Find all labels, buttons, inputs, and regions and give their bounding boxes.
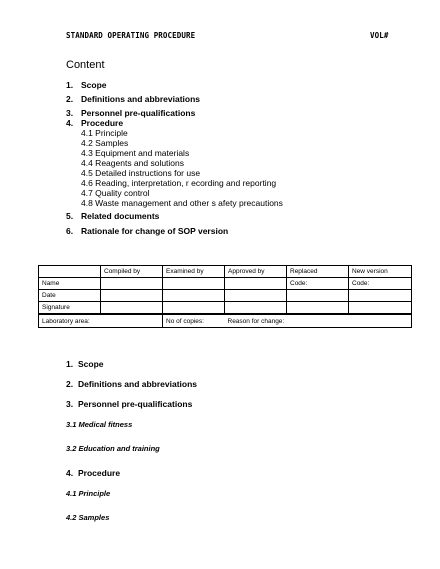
toc-item-number: 2. [66, 94, 74, 104]
toc-item-number: 4. [66, 118, 74, 128]
toc-item [66, 118, 123, 128]
table-row [39, 302, 412, 315]
subsection-heading: 4.1 Principle [66, 489, 111, 498]
toc-subitem: 4.1 Principle [81, 128, 128, 138]
toc-item-number: 3. [66, 108, 74, 118]
reason-for-change-field[interactable]: Reason for change: [225, 314, 412, 328]
section-heading [66, 359, 104, 369]
table-cell[interactable] [101, 278, 163, 290]
table-cell [39, 266, 101, 278]
table-cell[interactable]: Code: [349, 278, 412, 290]
toc-subitem: 4.5 Detailed instructions for use [81, 168, 201, 178]
table-row-label: Signature [39, 302, 101, 315]
section-number: 2. [66, 379, 74, 389]
section-heading [66, 468, 120, 478]
toc-item-number: 5. [66, 211, 74, 221]
toc-item-label: Scope [81, 80, 107, 90]
toc-item-label: Rationale for change of SOP version [81, 226, 229, 236]
table-cell[interactable] [287, 290, 349, 302]
document-header-vol: VOL# [370, 31, 389, 40]
table-header-cell: Approved by [225, 266, 287, 278]
table-row [39, 278, 412, 290]
toc-item-label: Definitions and abbreviations [81, 94, 201, 104]
toc-subitem: 4.8 Waste management and other s afety precautions [81, 198, 283, 208]
table-cell[interactable] [225, 278, 287, 290]
toc-subitem: 4.6 Reading, interpretation, r ecording and reporting [81, 178, 277, 188]
toc-subitem: 4.2 Samples [81, 138, 129, 148]
table-cell[interactable] [163, 302, 225, 315]
section-heading [66, 379, 197, 389]
table-header-cell: New version [349, 266, 412, 278]
table-cell[interactable] [287, 302, 349, 315]
table-header-row [39, 266, 412, 278]
table-cell[interactable] [225, 290, 287, 302]
toc-subitem: 4.7 Quality control [81, 188, 150, 198]
table-cell[interactable] [163, 290, 225, 302]
toc-subitem: 4.3 Equipment and materials [81, 148, 190, 158]
toc-item-number: 1. [66, 80, 74, 90]
laboratory-area-field[interactable]: Laboratory area: [39, 314, 163, 328]
table-row [39, 290, 412, 302]
table-header-cell: Replaced [287, 266, 349, 278]
table-cell[interactable] [101, 290, 163, 302]
toc-item-label: Related documents [81, 211, 160, 221]
section-number: 4. [66, 468, 74, 478]
section-label: Scope [78, 359, 104, 369]
copies-field[interactable]: No of copies: [163, 314, 225, 328]
section-number: 3. [66, 399, 74, 409]
subsection-heading: 3.1 Medical fitness [66, 420, 133, 429]
section-number: 1. [66, 359, 74, 369]
section-heading [66, 399, 192, 409]
toc-item-label: Procedure [81, 118, 124, 128]
document-header-title: STANDARD OPERATING PROCEDURE [66, 31, 196, 40]
subsection-heading: 4.2 Samples [66, 513, 110, 522]
table-cell[interactable] [163, 278, 225, 290]
toc-item-number: 6. [66, 226, 74, 236]
contents-title: Content [66, 59, 105, 71]
toc-item [66, 94, 200, 104]
table-cell[interactable] [101, 302, 163, 315]
table-row-label: Name [39, 278, 101, 290]
table-footer-row [39, 314, 412, 328]
table-header-cell: Compiled by [101, 266, 163, 278]
table-cell[interactable] [225, 302, 287, 315]
section-label: Procedure [78, 468, 121, 478]
toc-item [66, 211, 159, 221]
section-label: Definitions and abbreviations [78, 379, 198, 389]
toc-item-label: Personnel pre-qualifications [81, 108, 196, 118]
toc-item [66, 108, 195, 118]
approval-table [38, 265, 412, 328]
toc-subitem: 4.4 Reagents and solutions [81, 158, 185, 168]
toc-item [66, 226, 228, 236]
subsection-heading: 3.2 Education and training [66, 444, 160, 453]
table-header-cell: Examined by [163, 266, 225, 278]
table-cell[interactable] [349, 302, 412, 315]
table-row-label: Date [39, 290, 101, 302]
table-cell[interactable] [349, 290, 412, 302]
toc-item [66, 80, 107, 90]
table-cell[interactable]: Code: [287, 278, 349, 290]
section-label: Personnel pre-qualifications [78, 399, 193, 409]
